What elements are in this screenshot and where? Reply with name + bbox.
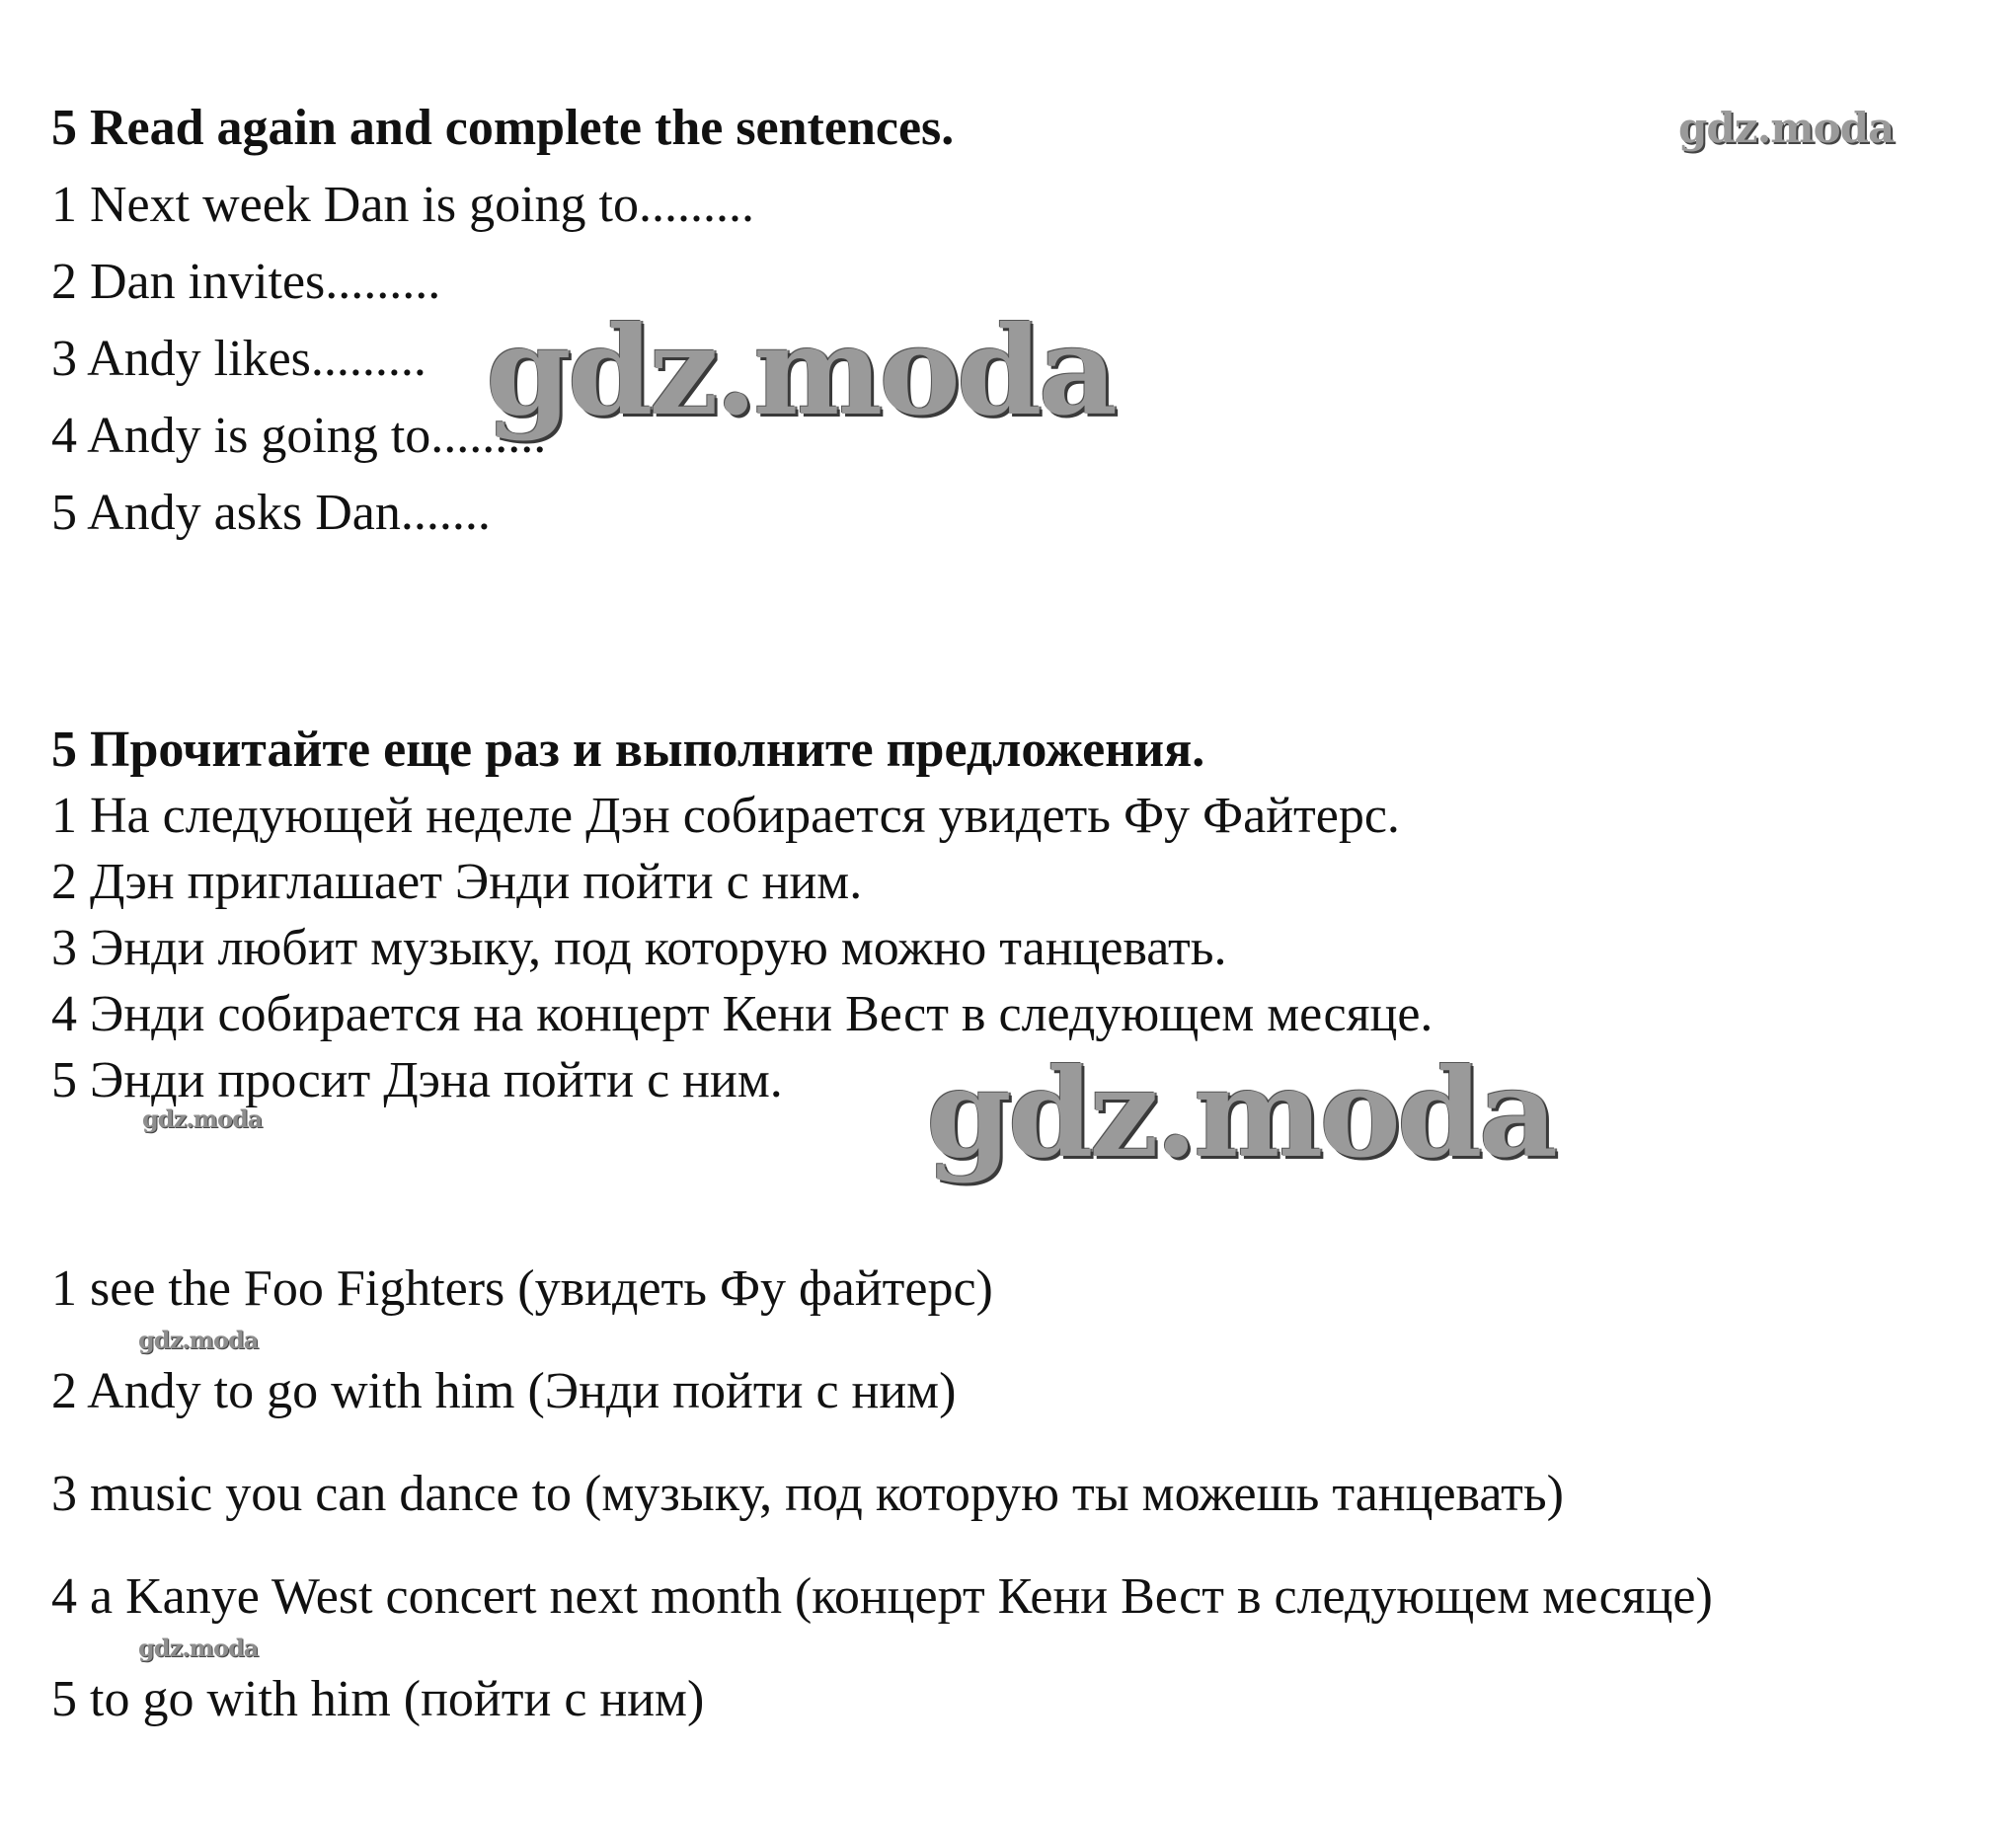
exercise-item-en-3: 3 Andy likes......... xyxy=(51,331,426,387)
exercise-item-ru-2: 2 Дэн приглашает Энди пойти с ним. xyxy=(51,854,863,910)
watermark-small-2: gdz.moda xyxy=(138,1326,259,1354)
watermark-top-right: gdz.moda xyxy=(1678,104,1895,152)
exercise-heading-en: 5 Read again and complete the sentences. xyxy=(51,100,955,156)
watermark-large-upper: gdz.moda xyxy=(486,300,1114,443)
exercise-item-en-1: 1 Next week Dan is going to......... xyxy=(51,177,755,233)
watermark-small-1: gdz.moda xyxy=(142,1104,263,1133)
exercise-item-ru-4: 4 Энди собирается на концерт Кени Вест в следующем месяце. xyxy=(51,986,1434,1042)
exercise-item-ru-3: 3 Энди любит музыку, под которую можно танцевать. xyxy=(51,920,1227,976)
watermark-small-3: gdz.moda xyxy=(138,1634,259,1662)
answer-item-4: 4 a Kanye West concert next month (концерт Кени Вест в следующем месяце) xyxy=(51,1568,1713,1625)
exercise-item-ru-5: 5 Энди просит Дэна пойти с ним. xyxy=(51,1052,783,1108)
exercise-item-en-4: 4 Andy is going to......... xyxy=(51,408,547,464)
answer-item-5: 5 to go with him (пойти с ним) xyxy=(51,1671,705,1727)
exercise-heading-ru: 5 Прочитайте еще раз и выполните предложения. xyxy=(51,722,1205,778)
watermark-large-lower: gdz.moda xyxy=(926,1042,1554,1185)
exercise-item-en-5: 5 Andy asks Dan....... xyxy=(51,485,491,541)
exercise-item-ru-1: 1 На следующей неделе Дэн собирается увидеть Фу Файтерс. xyxy=(51,788,1400,844)
answer-item-2: 2 Andy to go with him (Энди пойти с ним) xyxy=(51,1363,957,1419)
answer-item-1: 1 see the Foo Fighters (увидеть Фу файтерс) xyxy=(51,1260,993,1317)
exercise-item-en-2: 2 Dan invites......... xyxy=(51,254,441,310)
answer-item-3: 3 music you can dance to (музыку, под которую ты можешь танцевать) xyxy=(51,1466,1564,1522)
